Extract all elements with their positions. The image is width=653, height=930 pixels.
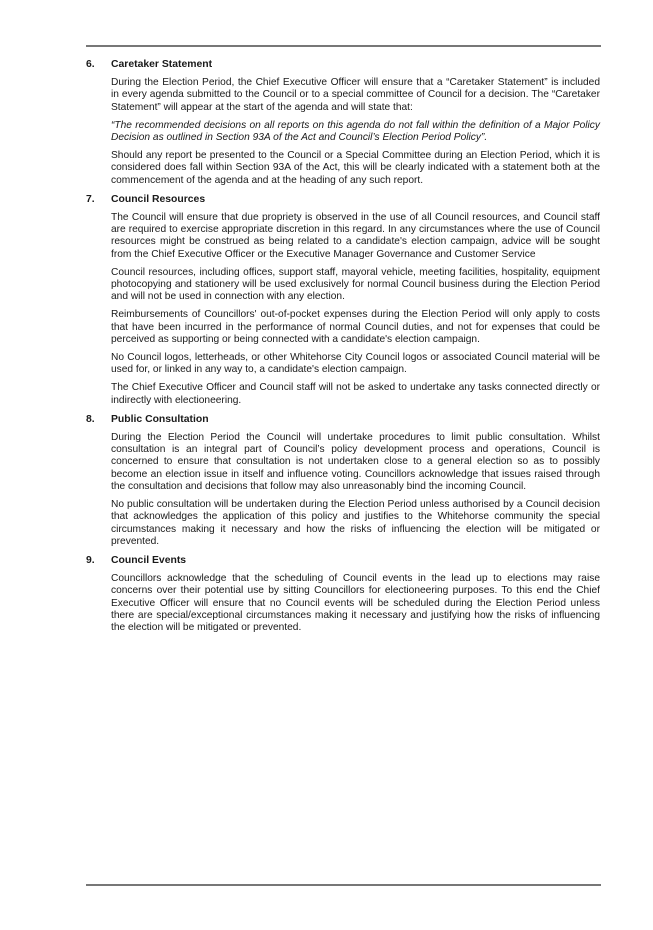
paragraph: During the Election Period, the Chief Executive Officer will ensure that a “Caretaker Statement” is included in every agenda submitted to the Council or to a special committee of Council for a decision. The “Caretaker Statement” will appear at the start of the agenda and will state that: (111, 77, 600, 113)
section-number: 7. (86, 193, 95, 205)
section (86, 414, 600, 548)
section-heading (86, 555, 600, 567)
section-title: Council Events (111, 554, 187, 566)
paragraph: During the Election Period the Council will undertake procedures to limit public consultation. Whilst consultation is an integral part of Council’s policy development process and operations, Council is concerned to ensure that consultation is not undertaken close to a general election so as to possibly become an election issue in itself and influence voting. Councillors acknowledge that issues raised through the consultation and decisions that follow may also unreasonably bind the incoming Council. (111, 432, 600, 492)
section-number: 9. (86, 554, 95, 566)
section-title: Council Resources (111, 193, 206, 205)
paragraph: The Chief Executive Officer and Council staff will not be asked to undertake any tasks connected directly or indirectly with electioneering. (111, 382, 600, 406)
section (86, 555, 600, 634)
paragraph: Council resources, including offices, support staff, mayoral vehicle, meeting facilities, hospitality, equipment photocopying and stationery will be used exclusively for normal Council business during the Election Period and will not be used in connection with any election. (111, 266, 600, 303)
section-number: 6. (86, 59, 95, 70)
paragraph: No Council logos, letterheads, or other Whitehorse City Council logos or associated Council material will be used for, or linked in any way to, a candidate's election campaign. (111, 352, 600, 376)
section (86, 194, 600, 407)
section (86, 59, 600, 187)
paragraph: Councillors acknowledge that the scheduling of Council events in the lead up to elections may raise concerns over their potential use by sitting Councillors for electioneering purposes. To this end the Chief Executive Officer will ensure that no Council events will be scheduled during the Election Period unless there are special/exceptional circumstances making it necessary and justifying how the risks of influencing the election will be mitigated or prevented. (111, 573, 600, 633)
section-heading (86, 59, 600, 71)
document-body (86, 59, 600, 641)
section-number: 8. (86, 413, 95, 425)
section-title: Public Consultation (111, 413, 209, 425)
paragraph: No public consultation will be undertaken during the Election Period unless authorised by a Council decision that acknowledges the application of this policy and justifies to the Whitehorse community the special circumstances making it necessary and how the risks of influencing the election will be mitigated or prevented. (111, 499, 600, 547)
paragraph: Reimbursements of Councillors' out-of-pocket expenses during the Election Period will only apply to costs that have been incurred in the performance of normal Council duties, and not for expenses that could be perceived as supporting or being connected with a candidate's election campaign. (111, 309, 600, 345)
quoted-statement: “The recommended decisions on all reports on this agenda do not fall within the definition of a Major Policy Decision as outlined in Section 93A of the Act and Council’s Election Period Policy”. (111, 119, 600, 144)
paragraph: Should any report be presented to the Council or a Special Committee during an Election Period, which it is considered does fall within Section 93A of the Act, this will be clearly indicated with a statement both at the commencement of the agenda and at the heading of any such report. (111, 150, 600, 186)
header-rule (86, 45, 601, 47)
paragraph: The Council will ensure that due propriety is observed in the use of all Council resources, and Council staff are required to exercise appropriate discretion in this regard. In any circumstances where the use of Council resources might be construed as being related to a candidate's election campaign, advice will be sought from the Chief Executive Officer or the Executive Manager Governance and Customer Service (111, 212, 600, 260)
section-heading (86, 194, 600, 206)
section-title: Caretaker Statement (111, 59, 213, 70)
section-heading (86, 414, 600, 426)
footer-rule (86, 884, 601, 886)
